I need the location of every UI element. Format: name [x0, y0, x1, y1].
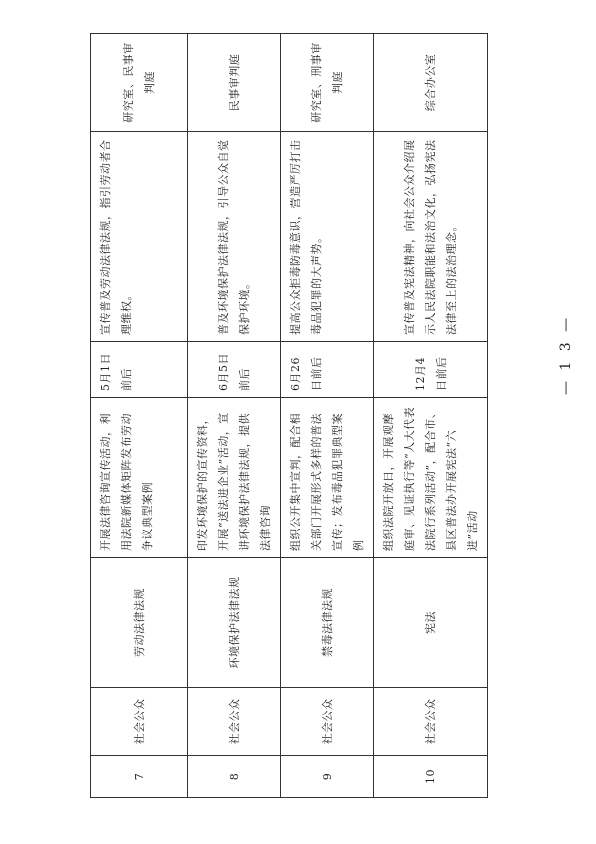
row-number: 10 [374, 756, 488, 798]
target-audience: 社会公众 [91, 688, 188, 756]
target-audience: 社会公众 [188, 688, 281, 756]
activity-purpose: 宣传普及劳动法律法规，指引劳动者合理维权。 [91, 132, 188, 342]
responsible-department: 研究室、刑事审判庭 [281, 34, 374, 132]
table-row [281, 34, 374, 798]
activity-content: 组织公开集中宣判，配合相关部门开展形式多样的普法宣传；发布毒品犯罪典型案例 [281, 398, 374, 558]
target-audience: 社会公众 [374, 688, 488, 756]
responsible-department: 民事审判庭 [188, 34, 281, 132]
activity-date: 6月26日前后 [281, 342, 374, 398]
topic: 宪法 [374, 558, 488, 688]
page-number: — 1 3 — [558, 314, 574, 395]
activity-date: 6月5日前后 [188, 342, 281, 398]
topic: 禁毒法律法规 [281, 558, 374, 688]
activity-content: 开展法律咨询宣传活动，利用法院新媒体矩阵发布劳动争议典型案例 [91, 398, 188, 558]
publicity-plan-table [90, 33, 488, 798]
row-number: 9 [281, 756, 374, 798]
row-number: 7 [91, 756, 188, 798]
topic: 环境保护法律法规 [188, 558, 281, 688]
activity-content: 印发环境保护的宣传资料，开展“送法进企业”活动，宣讲环境保护法律法规，提供法律咨询 [188, 398, 281, 558]
row-number: 8 [188, 756, 281, 798]
activity-date: 12月4日前后 [374, 342, 488, 398]
activity-content: 组织法院开放日，开展观摩庭审、见证执行等“人大代表法院行系列活动”，配合市、县区普法办开展宪法“六进”活动 [374, 398, 488, 558]
activity-purpose: 宣传普及宪法精神，向社会公众介绍展示人民法院职能和法治文化，弘扬宪法法律至上的法治理念。 [374, 132, 488, 342]
target-audience: 社会公众 [281, 688, 374, 756]
table-row [374, 34, 488, 798]
rotated-table-wrapper [90, 34, 479, 798]
activity-purpose: 提高公众拒毒防毒意识，营造严厉打击毒品犯罪的大声势。 [281, 132, 374, 342]
responsible-department: 研究室、民事审判庭 [91, 34, 188, 132]
activity-date: 5月1日前后 [91, 342, 188, 398]
table-row [188, 34, 281, 798]
activity-purpose: 普及环境保护法律法规，引导公众自觉保护环境。 [188, 132, 281, 342]
responsible-department: 综合办公室 [374, 34, 488, 132]
table-row [91, 34, 188, 798]
topic: 劳动法律法规 [91, 558, 188, 688]
